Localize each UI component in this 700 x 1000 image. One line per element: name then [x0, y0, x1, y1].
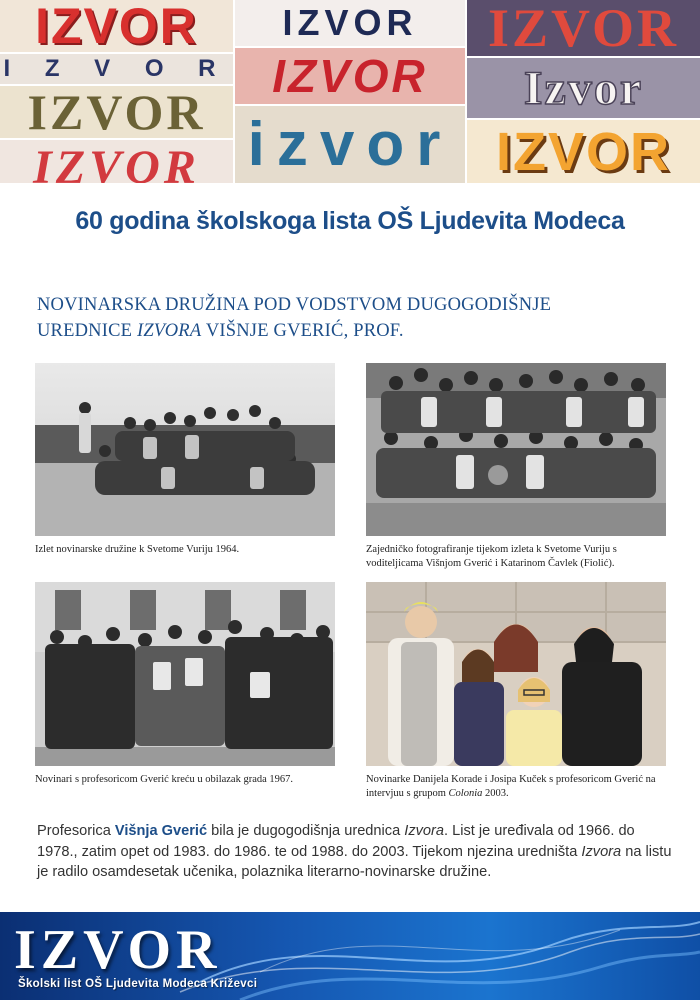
photo-group-vuri: [366, 363, 666, 536]
logo-word: IZVOR: [27, 86, 206, 138]
logo-tile-red-pink: [235, 48, 465, 104]
photo-caption: Novinarke Danijela Korade i Josipa Kuček s profesoricom Gverić na intervjuu s grupom Colonia 2003.: [366, 774, 656, 799]
logo-word: IZVOR: [495, 121, 671, 182]
photo-caption: Zajedničko fotografiranje tijekom izleta k Svetome Vuriju s voditeljicama Višnjom Gverić i Katarinom Čavlek (Fiolić).: [366, 544, 617, 569]
logo-word: Izvor: [523, 61, 644, 115]
footer-logo: IZVOR: [14, 919, 222, 981]
izvor-logo-collage: [0, 0, 700, 183]
logo-tile-serif-olive: [0, 86, 233, 138]
photo-caption: Izlet novinarske družine k Svetome Vuriju 1964.: [35, 544, 240, 555]
page-title: 60 godina školskoga lista OŠ Ljudevita Modeca: [75, 207, 625, 235]
logo-tile-spaced-navy: [0, 54, 233, 84]
logo-word: IZVOR: [488, 0, 679, 56]
logo-tile-red-1: [0, 0, 233, 52]
photo-city-tour-1967: [35, 582, 335, 766]
logo-tile-red-outline: [467, 0, 700, 56]
logo-tile-orange: [467, 120, 700, 183]
logo-word: izvor: [247, 110, 453, 179]
body-paragraph: Profesorica Višnja Gverić bila je dugogodišnja urednica Izvora. List je uređivala od 1966. do 1978., zatim opet od 1983. do 1986. te od 1988. do 2003. Tijekom njezina uredništa Izvora na listu je radilo osamdesetak učenika, polaznika literarno-novinarske družine.: [37, 823, 672, 880]
section-heading-line2: UREDNICE IZVORA VIŠNJE GVERIĆ, PROF.: [37, 321, 404, 341]
logo-word: IZVOR: [282, 2, 418, 43]
logo-word: IZVOR: [272, 50, 428, 102]
section-heading-line1: NOVINARSKA DRUŽINA POD VODSTVOM DUGOGODIŠNJE: [37, 295, 552, 315]
footer-banner: [0, 912, 700, 1000]
logo-tile-red-script: [0, 140, 233, 183]
footer-subtitle: Školski list OŠ Ljudevita Modeca Križevci: [18, 978, 258, 990]
logo-tile-outline-grey: [467, 58, 700, 118]
photo-colonia-interview-2003: [366, 582, 666, 766]
logo-word: I Z V O R: [3, 55, 230, 82]
logo-word: IZVOR: [33, 141, 200, 183]
section-heading: [37, 292, 667, 344]
photo-excursion-1964: [35, 363, 335, 536]
logo-tile-navy-white: [235, 0, 465, 46]
editor-name: Višnja Gverić: [114, 823, 208, 839]
logo-word: IZVOR: [35, 0, 198, 52]
photo-caption: Novinari s profesoricom Gverić kreću u obilazak grada 1967.: [35, 774, 294, 785]
logo-tile-blue-lower: [235, 106, 465, 183]
